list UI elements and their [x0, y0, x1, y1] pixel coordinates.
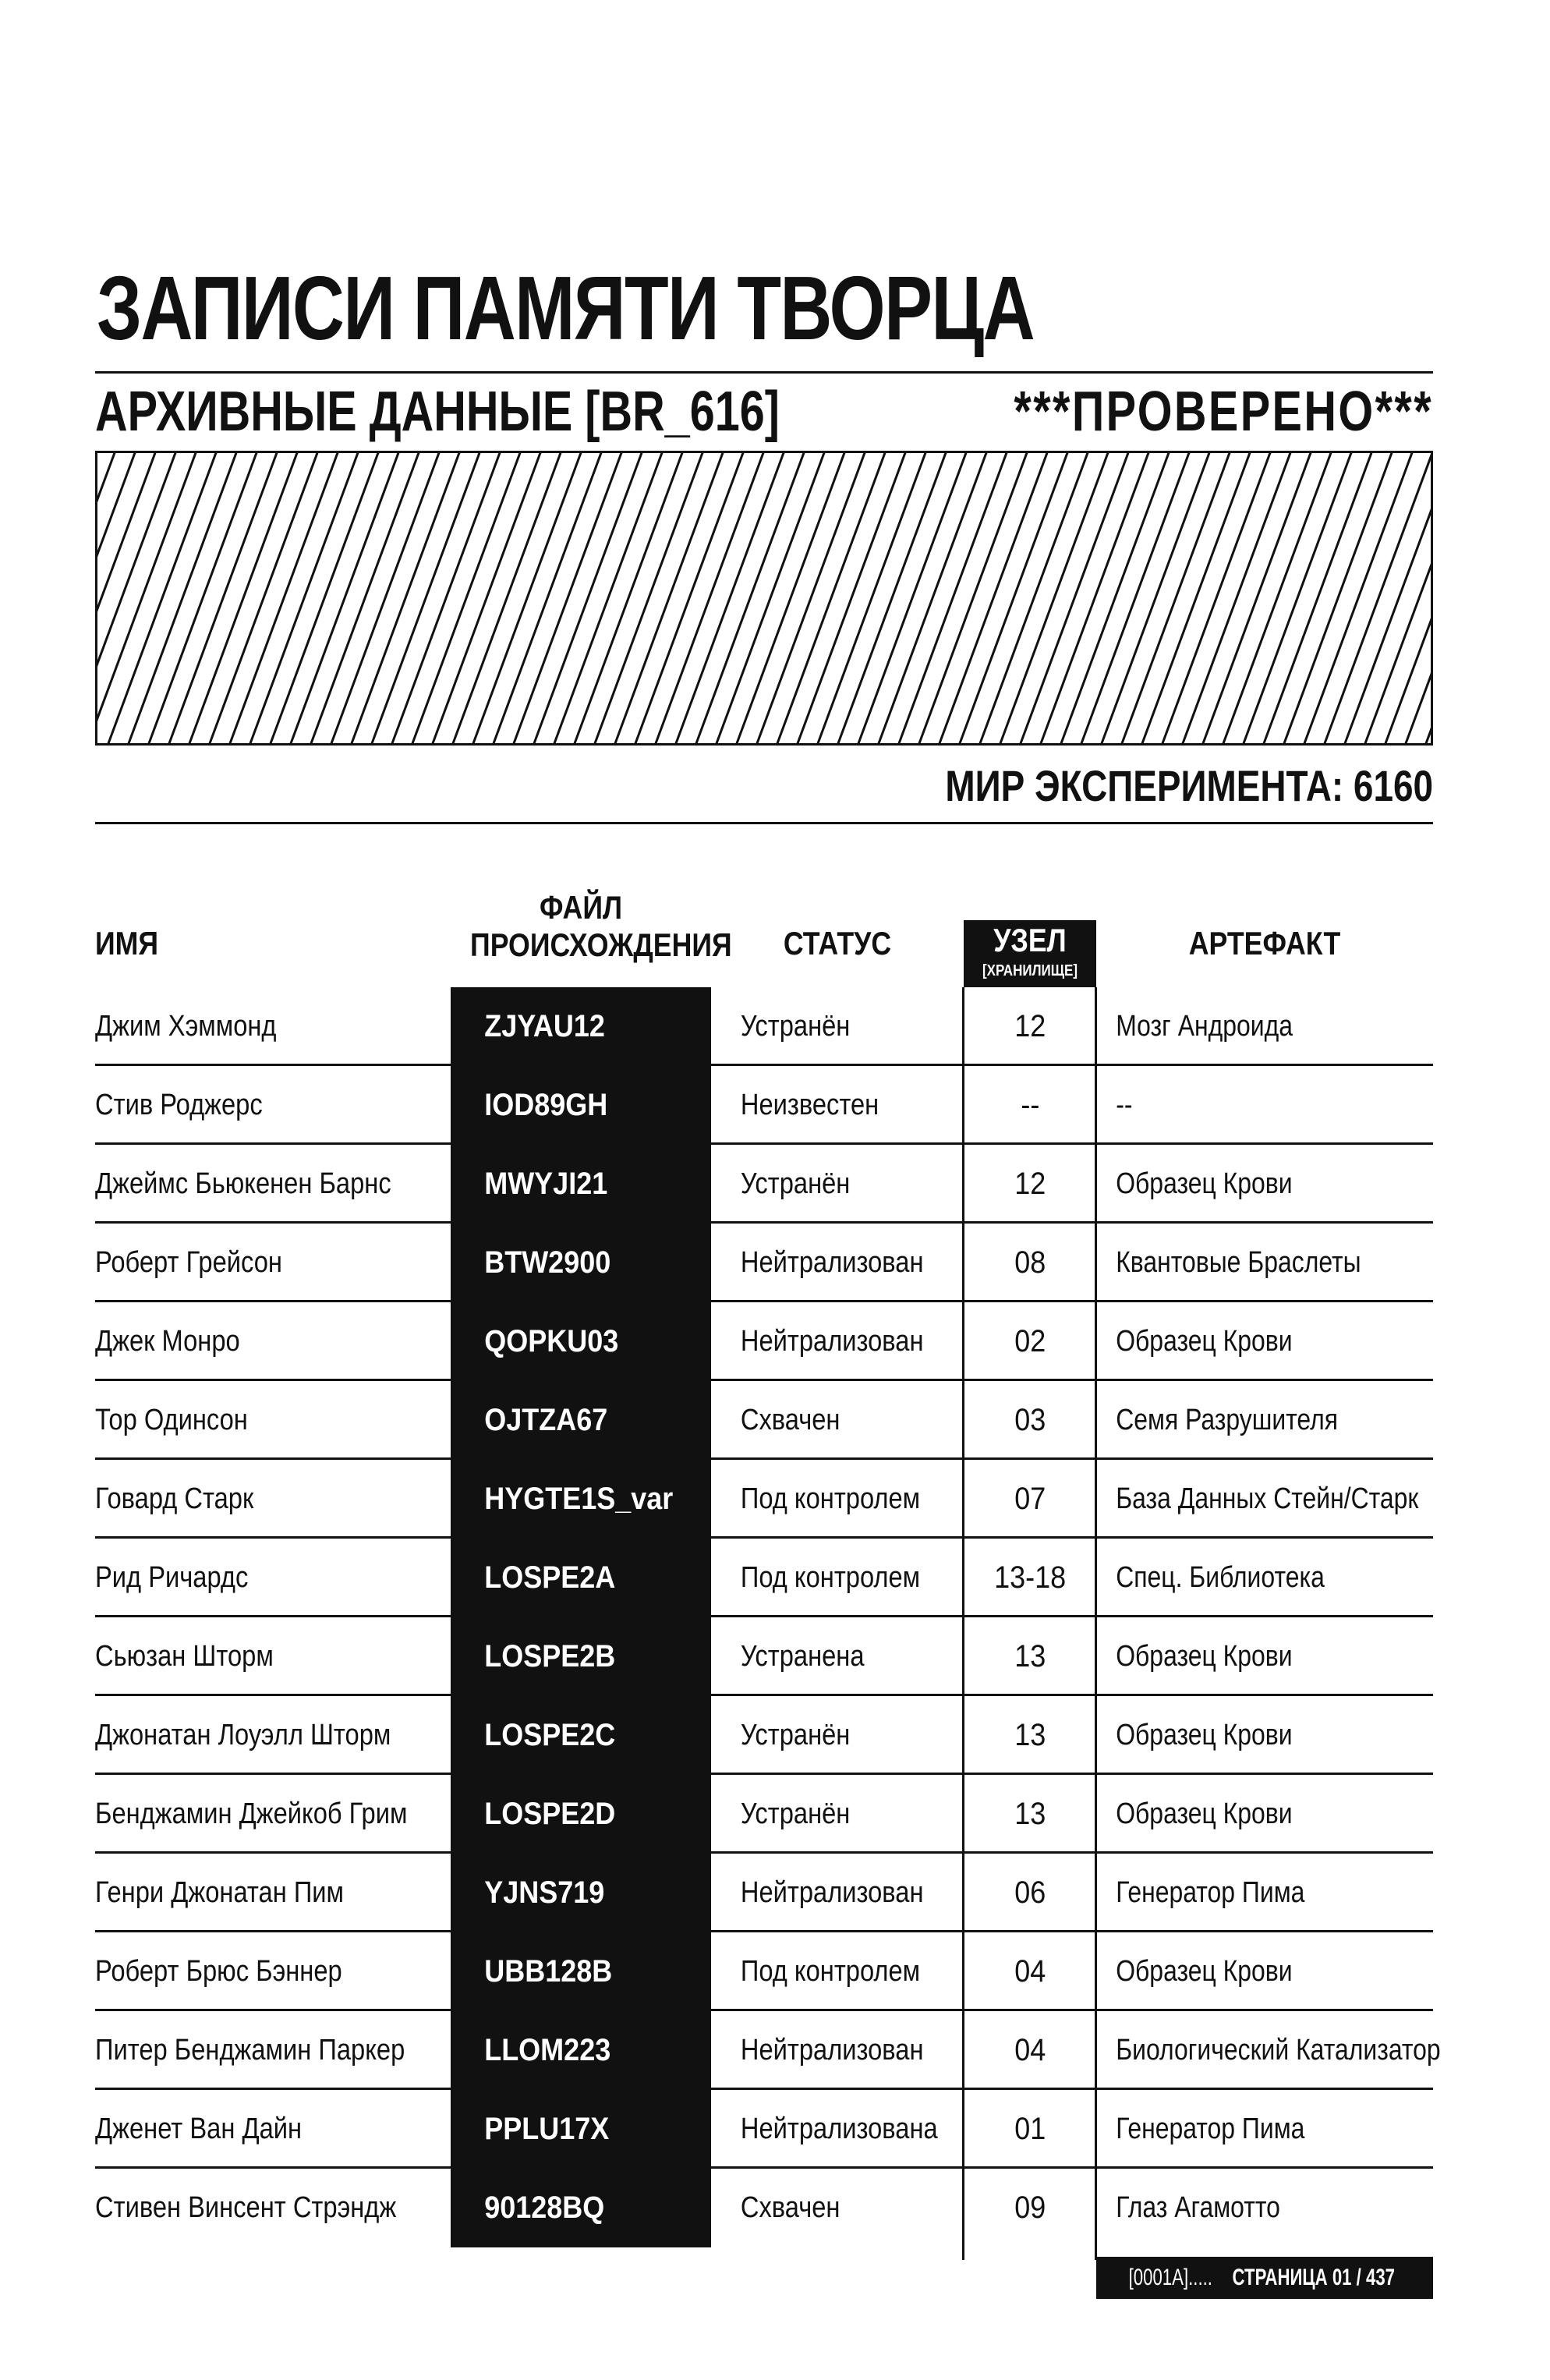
record-name-cell — [95, 1775, 451, 1854]
record-name-cell — [95, 1932, 451, 2011]
record-origin-file: LOSPE2A — [484, 1560, 616, 1595]
record-origin-file-cell — [451, 1460, 711, 1539]
table-row — [95, 1696, 1433, 1775]
record-status-cell — [711, 1932, 964, 2011]
record-origin-file: LOSPE2B — [484, 1639, 616, 1673]
page-footer — [1096, 2257, 1433, 2299]
record-node-cell — [964, 1696, 1096, 1775]
record-artifact: Образец Крови — [1116, 1797, 1293, 1830]
table-row — [95, 1224, 1433, 1302]
record-artifact: Глаз Агамотто — [1116, 2191, 1280, 2224]
record-status: Неизвестен — [740, 1089, 879, 1121]
record-name: Генри Джонатан Пим — [95, 1876, 345, 1909]
record-node: -- — [1021, 1088, 1039, 1122]
record-name: Джеймс Бьюкенен Барнс — [95, 1167, 391, 1200]
record-node-cell — [964, 1460, 1096, 1539]
record-origin-file-cell — [451, 1539, 711, 1617]
record-node-cell — [964, 2090, 1096, 2169]
record-status-cell — [711, 1381, 964, 1460]
record-origin-file-cell — [451, 1932, 711, 2011]
record-name: Питер Бенджамин Паркер — [95, 2034, 405, 2067]
record-name-cell — [95, 1460, 451, 1539]
record-origin-file: HYGTE1S_var — [484, 1482, 674, 1516]
record-name: Бенджамин Джейкоб Грим — [95, 1797, 408, 1830]
record-artifact-cell — [1096, 1617, 1433, 1696]
record-status: Устранён — [740, 1797, 851, 1830]
title-divider — [95, 371, 1433, 374]
record-origin-file: 90128BQ — [484, 2191, 605, 2225]
record-name: Джим Хэммонд — [95, 1010, 277, 1043]
record-artifact-cell — [1096, 2090, 1433, 2169]
table-row — [95, 1617, 1433, 1696]
archive-subtitle: АРХИВНЫЕ ДАННЫЕ [BR_616] — [95, 381, 780, 443]
record-status-cell — [711, 1617, 964, 1696]
record-origin-file: QOPKU03 — [484, 1324, 619, 1358]
record-node-cell — [964, 1066, 1096, 1145]
record-origin-file-cell — [451, 2011, 711, 2090]
record-node-cell — [964, 1854, 1096, 1932]
record-origin-file: OJTZA67 — [484, 1403, 608, 1437]
record-artifact-cell — [1096, 987, 1433, 1066]
record-status-cell — [711, 1145, 964, 1224]
experiment-world-label: МИР ЭКСПЕРИМЕНТА: 6160 — [945, 761, 1433, 810]
record-name: Джек Монро — [95, 1325, 240, 1358]
table-row — [95, 1932, 1433, 2011]
record-origin-file-cell — [451, 2169, 711, 2247]
record-name-cell — [95, 1066, 451, 1145]
record-name-cell — [95, 1539, 451, 1617]
record-node-cell — [964, 1539, 1096, 1617]
record-artifact-cell — [1096, 1460, 1433, 1539]
record-origin-file-cell — [451, 1224, 711, 1302]
column-header-origin-file: ФАЙЛ ПРОИСХОЖДЕНИЯ — [470, 889, 732, 963]
record-name-cell — [95, 1381, 451, 1460]
record-artifact-cell — [1096, 1302, 1433, 1381]
record-name: Говард Старк — [95, 1482, 254, 1515]
record-origin-file-cell — [451, 1302, 711, 1381]
record-origin-file: YJNS719 — [484, 1875, 605, 1910]
record-node-cell — [964, 1617, 1096, 1696]
record-status-cell — [711, 1854, 964, 1932]
record-artifact-cell — [1096, 1539, 1433, 1617]
record-origin-file: MWYJI21 — [484, 1167, 608, 1201]
record-artifact-cell — [1096, 1854, 1433, 1932]
record-artifact-cell — [1096, 1224, 1433, 1302]
record-artifact-cell — [1096, 1775, 1433, 1854]
record-origin-file-cell — [451, 1066, 711, 1145]
table-row — [95, 1854, 1433, 1932]
record-status: Нейтрализован — [740, 1246, 924, 1279]
record-name-cell — [95, 1224, 451, 1302]
table-row — [95, 2090, 1433, 2169]
record-node-cell — [964, 1775, 1096, 1854]
record-node-cell — [964, 2011, 1096, 2090]
record-name: Дженет Ван Дайн — [95, 2113, 303, 2145]
record-status: Схвачен — [740, 2191, 840, 2224]
record-node: 04 — [1014, 2033, 1046, 2067]
record-artifact: Генератор Пима — [1116, 1876, 1305, 1909]
verified-label: ***ПРОВЕРЕНО*** — [1014, 381, 1433, 443]
record-node: 07 — [1014, 1482, 1046, 1516]
record-artifact-cell — [1096, 1145, 1433, 1224]
record-name-cell — [95, 2169, 451, 2247]
record-name-cell — [95, 2090, 451, 2169]
record-artifact: Квантовые Браслеты — [1116, 1246, 1361, 1279]
record-artifact: -- — [1116, 1089, 1133, 1121]
column-header-status: СТАТУС — [783, 925, 892, 962]
record-status-cell — [711, 2169, 964, 2247]
record-name: Роберт Брюс Бэннер — [95, 1955, 342, 1988]
record-status-cell — [711, 987, 964, 1066]
record-name-cell — [95, 1854, 451, 1932]
record-node: 04 — [1014, 1954, 1046, 1989]
footer-code: [0001A]..... — [1128, 2265, 1212, 2290]
record-status-cell — [711, 1302, 964, 1381]
record-status: Нейтрализована — [740, 2113, 938, 2145]
record-status: Нейтрализован — [740, 2034, 924, 2067]
table-row — [95, 1302, 1433, 1381]
record-origin-file: ZJYAU12 — [484, 1009, 605, 1043]
record-artifact-cell — [1096, 2169, 1433, 2247]
record-node-cell — [964, 1145, 1096, 1224]
record-node: 01 — [1014, 2112, 1046, 2146]
record-name-cell — [95, 1302, 451, 1381]
record-status-cell — [711, 1224, 964, 1302]
table-row — [95, 1775, 1433, 1854]
header-divider — [95, 822, 1433, 824]
record-node-cell — [964, 1302, 1096, 1381]
record-node: 13 — [1014, 1797, 1046, 1831]
record-name-cell — [95, 987, 451, 1066]
record-name: Стивен Винсент Стрэндж — [95, 2191, 397, 2224]
table-row — [95, 2011, 1441, 2090]
record-status: Под контролем — [740, 1955, 921, 1988]
table-row — [95, 987, 1433, 1066]
record-node-cell — [964, 987, 1096, 1066]
record-status: Схвачен — [740, 1404, 840, 1436]
record-artifact: Генератор Пима — [1116, 2113, 1305, 2145]
record-origin-file-cell — [451, 1381, 711, 1460]
record-node: 13 — [1014, 1718, 1046, 1752]
record-artifact: Семя Разрушителя — [1116, 1404, 1339, 1436]
record-node: 12 — [1014, 1167, 1046, 1201]
column-divider-status-node — [962, 987, 964, 2260]
record-origin-file: LOSPE2C — [484, 1718, 616, 1752]
record-status: Под контролем — [740, 1561, 921, 1594]
record-node-cell — [964, 1224, 1096, 1302]
record-artifact: База Данных Стейн/Старк — [1116, 1482, 1419, 1515]
record-artifact-cell — [1096, 1696, 1433, 1775]
record-origin-file: LLOM223 — [484, 2033, 611, 2067]
record-name-cell — [95, 2011, 451, 2090]
table-row — [95, 1460, 1433, 1539]
record-status-cell — [711, 1775, 964, 1854]
record-origin-file-cell — [451, 2090, 711, 2169]
table-row — [95, 1066, 1433, 1145]
record-node: 09 — [1014, 2191, 1046, 2225]
document-title: ЗАПИСИ ПАМЯТИ ТВОРЦА — [97, 257, 1034, 359]
record-status: Устранена — [740, 1640, 865, 1673]
record-node: 06 — [1014, 1875, 1046, 1910]
record-artifact: Мозг Андроида — [1116, 1010, 1293, 1043]
record-status: Под контролем — [740, 1482, 921, 1515]
record-name: Рид Ричардс — [95, 1561, 249, 1594]
record-artifact-cell — [1096, 1932, 1433, 2011]
column-header-node: УЗЕЛ [ХРАНИЛИЩЕ] — [964, 920, 1096, 987]
column-header-name: ИМЯ — [95, 925, 159, 962]
record-status: Нейтрализован — [740, 1325, 924, 1358]
record-origin-file-cell — [451, 987, 711, 1066]
record-artifact-cell — [1096, 1066, 1433, 1145]
record-origin-file: UBB128B — [484, 1954, 613, 1989]
record-node: 03 — [1014, 1403, 1046, 1437]
record-artifact: Образец Крови — [1116, 1719, 1293, 1751]
record-name: Сьюзан Шторм — [95, 1640, 274, 1673]
records-table — [95, 987, 1441, 2247]
table-row — [95, 1381, 1433, 1460]
record-origin-file-cell — [451, 1145, 711, 1224]
record-artifact-cell — [1096, 1381, 1433, 1460]
hatch-pattern-block — [95, 451, 1433, 746]
record-artifact: Образец Крови — [1116, 1167, 1293, 1200]
record-name-cell — [95, 1145, 451, 1224]
record-name-cell — [95, 1617, 451, 1696]
record-node: 13-18 — [993, 1560, 1067, 1595]
table-row — [95, 1539, 1433, 1617]
column-header-artifact: АРТЕФАКТ — [1188, 925, 1341, 962]
record-node: 12 — [1014, 1009, 1046, 1043]
record-node: 13 — [1014, 1639, 1046, 1673]
record-name: Тор Одинсон — [95, 1404, 248, 1436]
record-origin-file-cell — [451, 1617, 711, 1696]
record-artifact: Спец. Библиотека — [1116, 1561, 1325, 1594]
record-artifact: Образец Крови — [1116, 1955, 1293, 1988]
record-node-cell — [964, 1932, 1096, 2011]
record-origin-file: PPLU17X — [484, 2112, 610, 2146]
record-status-cell — [711, 2090, 964, 2169]
column-divider-node-artifact — [1095, 987, 1097, 2260]
record-status-cell — [711, 2011, 964, 2090]
record-origin-file-cell — [451, 1854, 711, 1932]
record-artifact-cell — [1096, 2011, 1441, 2090]
record-status-cell — [711, 1696, 964, 1775]
record-status-cell — [711, 1460, 964, 1539]
record-status-cell — [711, 1066, 964, 1145]
record-node-cell — [964, 2169, 1096, 2247]
record-status: Устранён — [740, 1167, 851, 1200]
record-node: 08 — [1014, 1245, 1046, 1280]
table-row — [95, 1145, 1433, 1224]
record-name: Джонатан Лоуэлл Шторм — [95, 1719, 391, 1751]
record-name: Стив Роджерс — [95, 1089, 263, 1121]
record-origin-file: LOSPE2D — [484, 1797, 616, 1831]
record-artifact: Образец Крови — [1116, 1325, 1293, 1358]
record-artifact: Образец Крови — [1116, 1640, 1293, 1673]
record-status: Устранён — [740, 1719, 851, 1751]
record-status: Устранён — [740, 1010, 851, 1043]
record-status-cell — [711, 1539, 964, 1617]
record-name: Роберт Грейсон — [95, 1246, 282, 1279]
record-origin-file-cell — [451, 1696, 711, 1775]
table-row — [95, 2169, 1433, 2247]
record-node: 02 — [1014, 1324, 1046, 1358]
record-name-cell — [95, 1696, 451, 1775]
record-artifact: Биологический Катализатор — [1116, 2034, 1441, 2067]
record-status: Нейтрализован — [740, 1876, 924, 1909]
record-node-cell — [964, 1381, 1096, 1460]
record-origin-file: IOD89GH — [484, 1088, 608, 1122]
footer-page-number: СТРАНИЦА 01 / 437 — [1232, 2265, 1395, 2290]
record-origin-file-cell — [451, 1775, 711, 1854]
record-origin-file: BTW2900 — [484, 1245, 611, 1280]
